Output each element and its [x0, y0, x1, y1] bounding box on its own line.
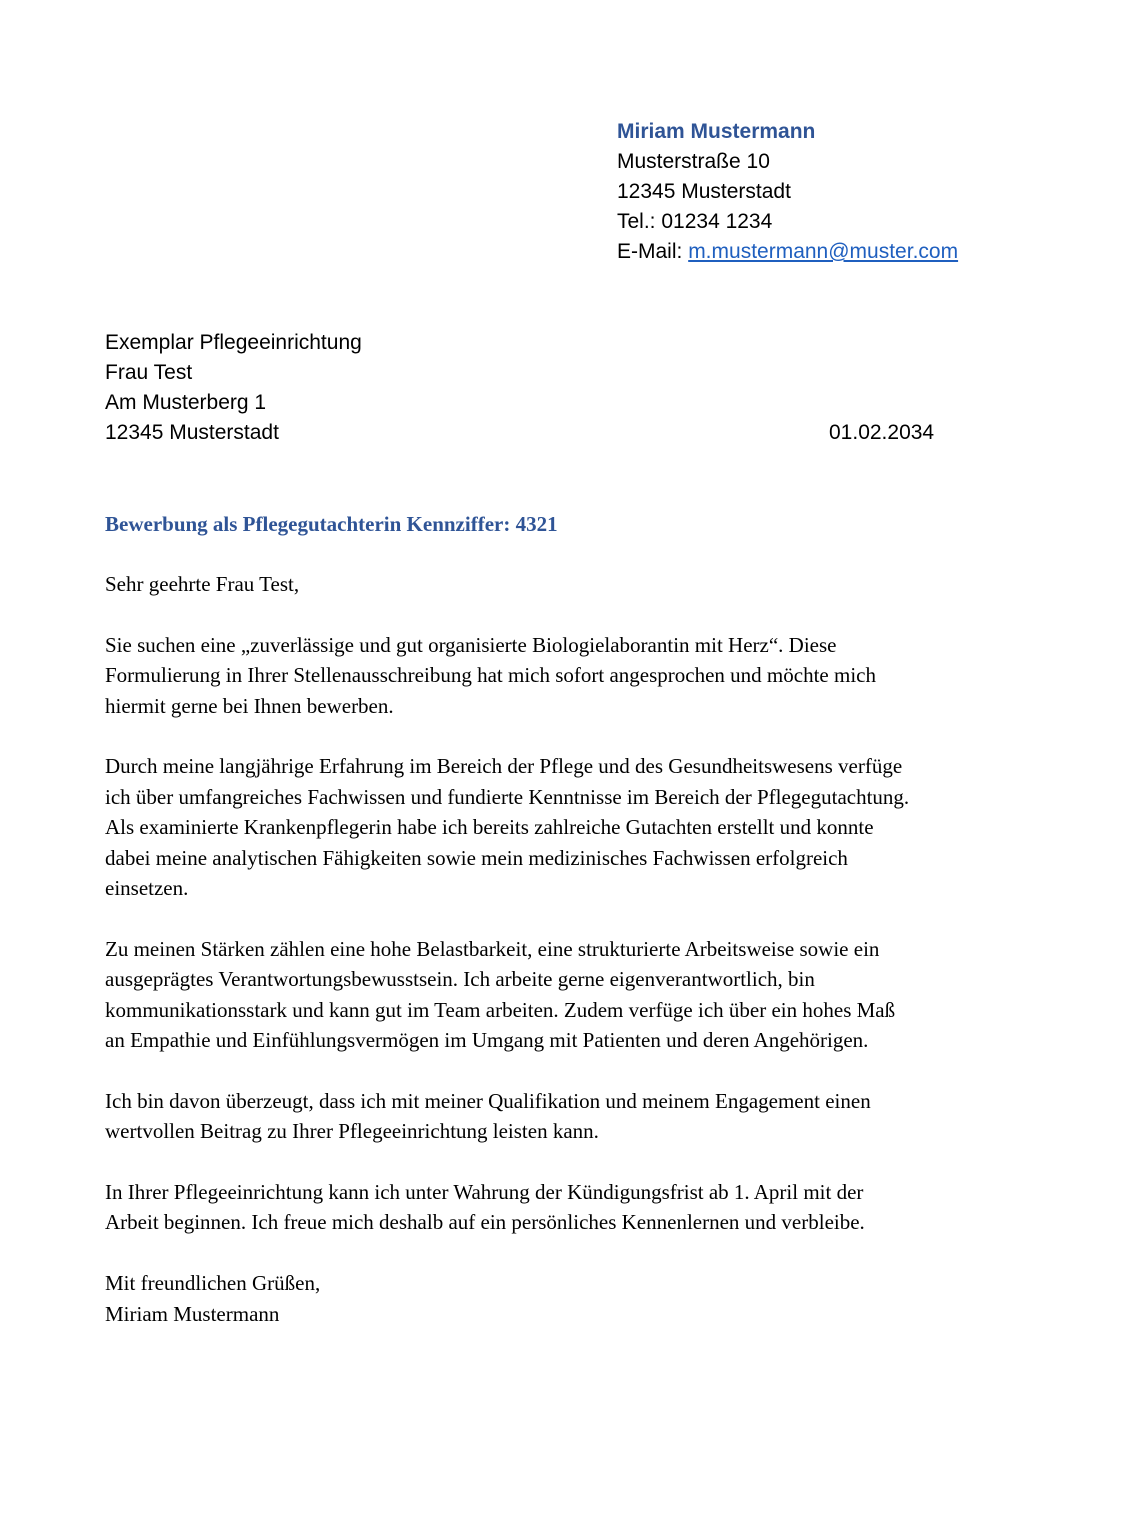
- paragraph-line: ich über umfangreiches Fachwissen und fundierte Kenntnisse im Bereich der Pflegegutachtung.: [105, 784, 910, 809]
- body-paragraph: [105, 1177, 1045, 1238]
- letter-subject: Bewerbung als Pflegegutachterin Kennziffer: 4321: [105, 512, 558, 536]
- recipient-street: Am Musterberg 1: [105, 391, 267, 414]
- paragraph-line: Arbeit beginnen. Ich freue mich deshalb auf ein persönliches Kennenlernen und verbleibe.: [105, 1210, 865, 1235]
- paragraph-line: kommunikationsstark und kann gut im Team arbeiten. Zudem verfüge ich über ein hohes Maß: [105, 997, 896, 1022]
- paragraph-line: an Empathie und Einfühlungsvermögen im Umgang mit Patienten und deren Angehörigen.: [105, 1028, 869, 1053]
- paragraph-line: Formulierung in Ihrer Stellenausschreibung hat mich sofort angesprochen und möchte mich: [105, 663, 876, 688]
- salutation: Sehr geehrte Frau Test,: [105, 572, 300, 596]
- paragraph-line: Zu meinen Stärken zählen eine hohe Belastbarkeit, eine strukturierte Arbeitsweise sowie ein: [105, 936, 880, 961]
- letter-body: [105, 569, 1045, 1329]
- sender-street: Musterstraße 10: [617, 150, 770, 173]
- sender-name: Miriam Mustermann: [617, 120, 816, 143]
- paragraph-line: Sie suchen eine „zuverlässige und gut organisierte Biologielaborantin mit Herz“. Diese: [105, 632, 837, 657]
- recipient-contact: Frau Test: [105, 361, 193, 384]
- paragraph-line: Durch meine langjährige Erfahrung im Bereich der Pflege und des Gesundheitswesens verfüge: [105, 754, 903, 779]
- sender-phone: Tel.: 01234 1234: [617, 210, 773, 233]
- recipient-organization: Exemplar Pflegeeinrichtung: [105, 331, 362, 354]
- body-paragraph: [105, 934, 1045, 1056]
- paragraph-line: dabei meine analytischen Fähigkeiten sowie mein medizinisches Fachwissen erfolgreich: [105, 845, 848, 870]
- recipient-address-block: [105, 328, 362, 448]
- closing-phrase: Mit freundlichen Grüßen,: [105, 1271, 321, 1296]
- paragraph-line: Als examinierte Krankenpflegerin habe ich bereits zahlreiche Gutachten erstellt und konnte: [105, 815, 874, 840]
- letter-date: 01.02.2034: [829, 421, 935, 444]
- sender-email-link[interactable]: m.mustermann@muster.com: [688, 240, 959, 263]
- body-paragraph: [105, 751, 1045, 903]
- sender-address-block: [617, 117, 958, 267]
- paragraph-line: Ich bin davon überzeugt, dass ich mit meiner Qualifikation und meinem Engagement einen: [105, 1088, 871, 1113]
- closing-block: [105, 1268, 1045, 1329]
- paragraph-line: In Ihrer Pflegeeinrichtung kann ich unter Wahrung der Kündigungsfrist ab 1. April mit der: [105, 1180, 864, 1205]
- sender-email-line: [617, 237, 958, 267]
- paragraph-line: einsetzen.: [105, 876, 189, 901]
- body-paragraph: [105, 630, 1045, 721]
- paragraph-line: wertvollen Beitrag zu Ihrer Pflegeeinrichtung leisten kann.: [105, 1119, 599, 1144]
- paragraph-line: ausgeprägtes Verantwortungsbewusstsein. Ich arbeite gerne eigenverantwortlich, bin: [105, 967, 815, 992]
- signature-name: Miriam Mustermann: [105, 1301, 280, 1326]
- sender-city: 12345 Musterstadt: [617, 180, 791, 203]
- recipient-city: 12345 Musterstadt: [105, 421, 279, 444]
- sender-email-label: E-Mail:: [617, 240, 689, 263]
- paragraph-line: hiermit gerne bei Ihnen bewerben.: [105, 693, 394, 718]
- body-paragraph: [105, 1086, 1045, 1147]
